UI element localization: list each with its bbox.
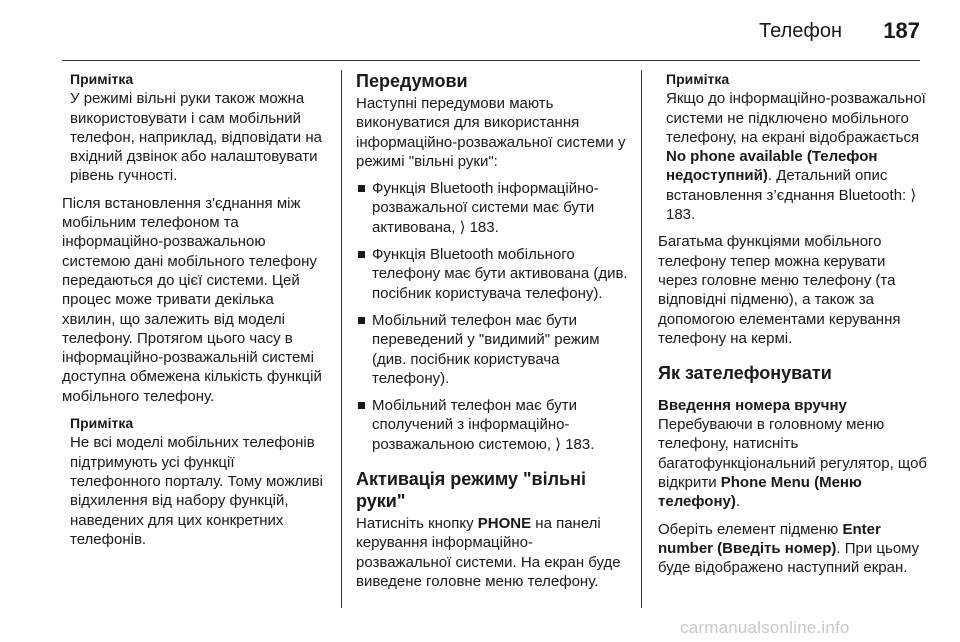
- text-run: на панелі керування інформаційно-розважальної системи. На екран буде виведене головне меню телефону.: [356, 515, 621, 590]
- note-text: Не всі моделі мобільних телефонів підтримують усі функції телефонного порталу. Тому можливі відхилення від набору функцій, наведених для цих конкретних телефонів.: [70, 434, 323, 548]
- column-2: [356, 70, 628, 599]
- text-run: Оберіть елемент підменю: [658, 520, 843, 538]
- paragraph: [658, 415, 928, 511]
- phone-button-label: PHONE: [477, 515, 532, 533]
- page-header: [0, 0, 960, 60]
- list-item: Мобільний телефон має бути переведений у "видимий" режим (див. посібник користувача телефону).: [356, 311, 628, 388]
- list-item: Функція Bluetooth мобільного телефону має бути активована (див. посібник користувача телефону).: [356, 245, 628, 303]
- text-run: .: [735, 493, 741, 511]
- column-1: [62, 70, 326, 557]
- heading-handsfree-activation: Активація режиму "вільні руки": [356, 469, 586, 512]
- page-number: 187: [883, 18, 920, 43]
- heading-how-to-call: Як зателефонувати: [658, 363, 832, 384]
- note-block: [70, 414, 326, 549]
- column-divider-2: [641, 70, 642, 608]
- subheading-manual-entry: Введення номера вручну: [658, 397, 847, 415]
- column-divider-1: [341, 70, 342, 608]
- text-run: . Детальний опис встановлення з’єднання Bluetooth: ⟩ 183.: [666, 167, 917, 224]
- note-text: [666, 89, 928, 224]
- text-run-bold: No phone available (Телефон недоступний): [666, 148, 878, 185]
- paragraph: [658, 520, 928, 578]
- section-title: Телефон: [759, 20, 842, 42]
- note-block: [666, 70, 928, 224]
- heading-prerequisites: Передумови: [356, 71, 468, 91]
- text-run-bold: Enter number (Введіть номер): [658, 520, 881, 557]
- note-label: Примітка: [666, 71, 730, 87]
- paragraph: [356, 514, 628, 591]
- watermark: carmanualsonline.info: [680, 618, 850, 637]
- list-item: Мобільний телефон має бути сполучений з інформаційно-розважальною системою, ⟩ 183.: [356, 396, 628, 454]
- note-text: У режимі вільні руки також можна використовувати і сам мобільний телефон, наприклад, відповідати на вхідний дзвінок або налаштовувати рівень гучності.: [70, 90, 322, 185]
- text-run: . При цьому буде відображено наступний екран.: [658, 539, 920, 577]
- paragraph: Багатьма функціями мобільного телефону тепер можна керувати через головне меню телефону (та відповідні підменю), а також за допомогою елементами керування телефону на кермі.: [658, 233, 901, 347]
- column-3: [658, 70, 928, 586]
- paragraph: Після встановлення з'єднання між мобільним телефоном та інформаційно-розважальною системою дані мобільного телефону передаються до цієї системи. Цей процес може тривати декілька хвилин, що залежить від моделі телефону. Протягом цього часу в інформаційно-розважальній системі доступна обмежена кількість функцій мобільного телефону.: [62, 194, 322, 405]
- paragraph: Наступні передумови мають виконуватися для використання інформаційно-розважальної системи у режимі "вільні руки":: [356, 95, 626, 170]
- note-label: Примітка: [70, 415, 134, 432]
- text-run: Натисніть кнопку: [356, 515, 478, 533]
- note-label: Примітка: [70, 71, 134, 87]
- header-rule: [62, 60, 920, 61]
- list-item: Функція Bluetooth інформаційно-розважальної системи має бути активована, ⟩ 183.: [356, 179, 628, 237]
- prerequisites-list: [356, 179, 628, 454]
- text-run: Перебуваючи в головному меню телефону, натисніть багатофункціональний регулятор, щоб відкрити: [658, 416, 928, 492]
- note-block: [70, 70, 326, 186]
- text-run-bold: Phone Menu (Меню телефону): [658, 474, 862, 511]
- text-run: Якщо до інформаційно-розважальної системи не підключено мобільного телефону, на екрані відображається: [666, 90, 926, 146]
